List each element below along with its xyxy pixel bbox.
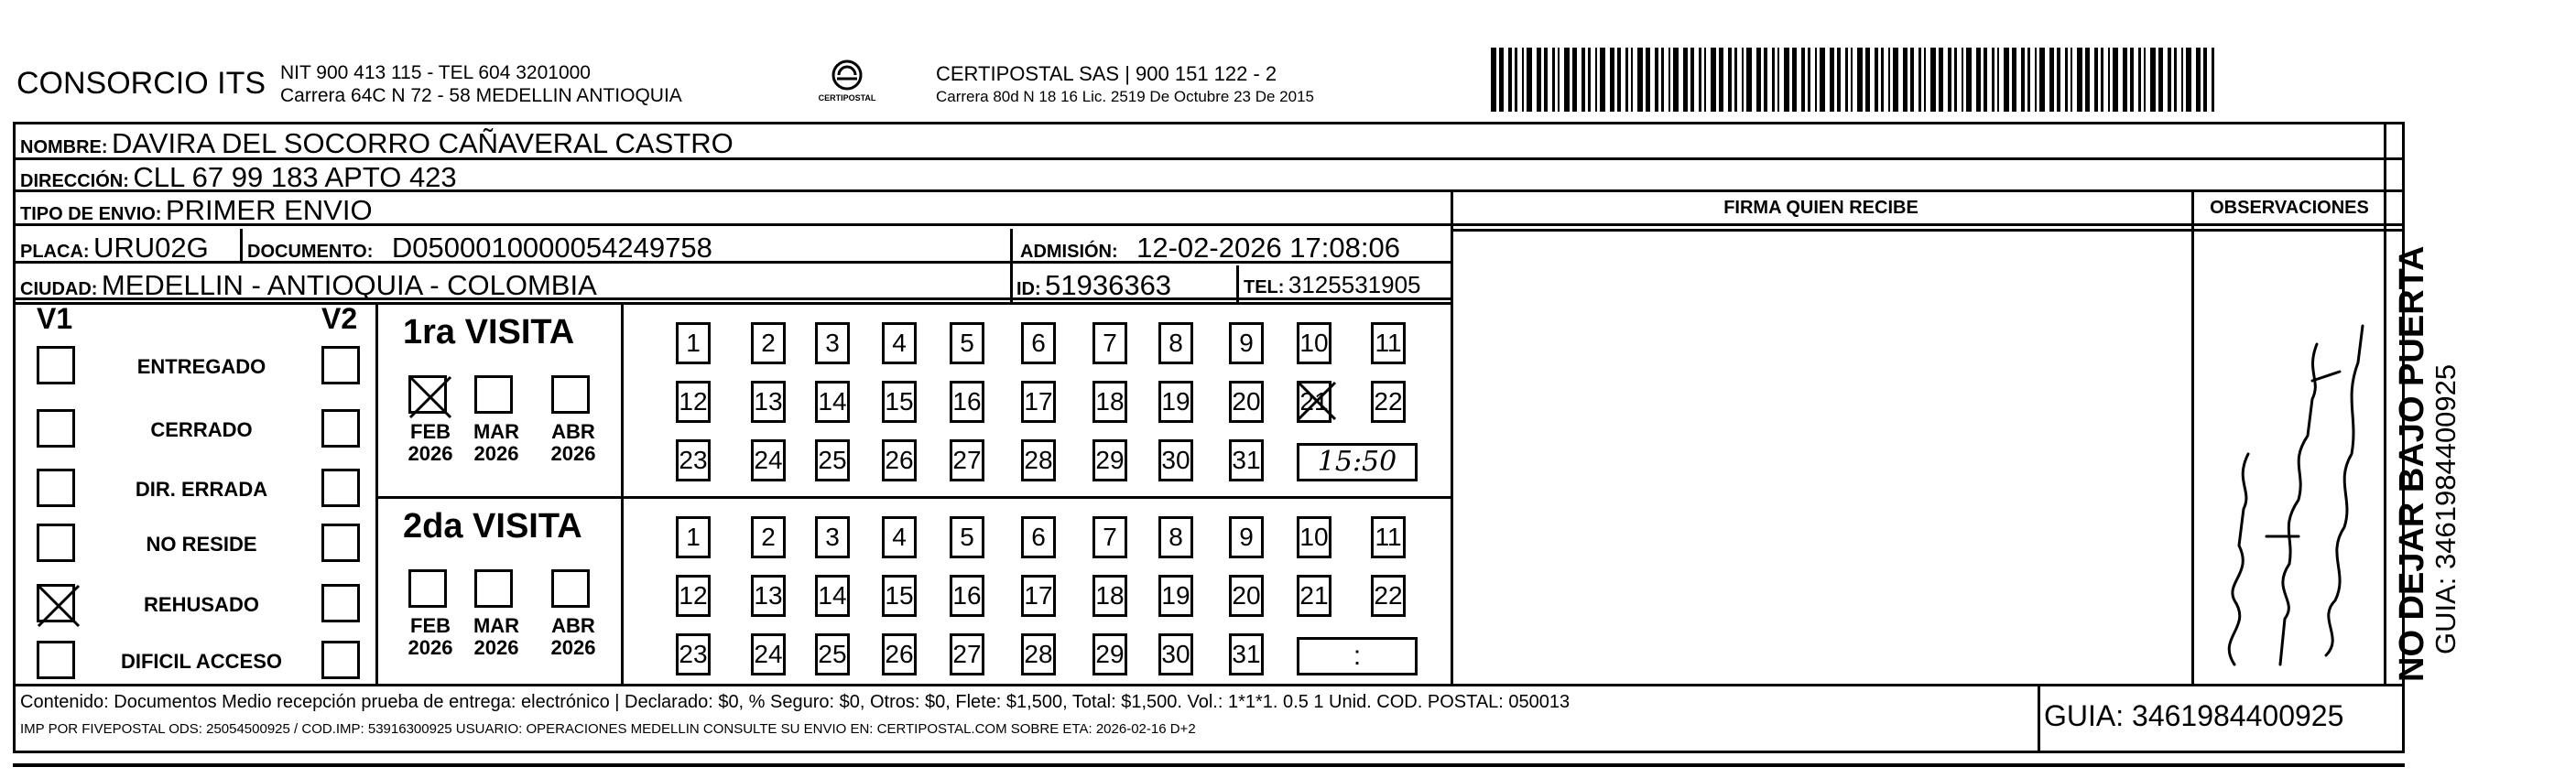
tel-label: TEL: — [1244, 277, 1285, 297]
check-x-mark — [1297, 381, 1337, 421]
admision-value: 12-02-2026 17:08:06 — [1136, 232, 1400, 264]
v2-checkbox-dir-errada[interactable] — [321, 469, 360, 507]
day-box-2[interactable]: 2 — [751, 516, 786, 558]
day-box-25[interactable]: 25 — [815, 633, 850, 675]
day-box-31[interactable]: 31 — [1229, 439, 1264, 481]
day-box-17[interactable]: 17 — [1021, 575, 1056, 617]
day-box-13[interactable]: 13 — [751, 575, 786, 617]
day-box-24[interactable]: 24 — [751, 633, 786, 675]
v1-checkbox-no-reside[interactable] — [37, 524, 75, 562]
day-box-31[interactable]: 31 — [1229, 633, 1264, 675]
direccion-value: CLL 67 99 183 APTO 423 — [133, 161, 457, 193]
barcode — [1491, 48, 2223, 112]
company-info-line-2: Carrera 64C N 72 - 58 MEDELLIN ANTIOQUIA — [280, 85, 682, 106]
day-box-22[interactable]: 22 — [1371, 575, 1406, 617]
placa-row — [20, 232, 209, 265]
day-box-17[interactable]: 17 — [1021, 381, 1056, 423]
day-box-14[interactable]: 14 — [815, 575, 850, 617]
day-box-10[interactable]: 10 — [1297, 322, 1331, 364]
id-row — [1016, 269, 1171, 302]
day-box-21[interactable]: 21 — [1297, 575, 1331, 617]
status-label: CERRADO — [150, 418, 253, 441]
v2-header: V2 — [321, 302, 358, 335]
day-box-5[interactable]: 5 — [950, 322, 984, 364]
month-label: FEB 2026 — [408, 614, 453, 659]
v2-checkbox-entregado[interactable] — [321, 346, 360, 384]
ciudad-label: CIUDAD: — [20, 279, 98, 299]
day-box-6[interactable]: 6 — [1021, 322, 1056, 364]
day-box-11[interactable]: 11 — [1371, 516, 1406, 558]
day-box-15[interactable]: 15 — [882, 575, 917, 617]
status-label: DIFICIL ACCESO — [120, 650, 282, 673]
month-label: FEB 2026 — [408, 420, 453, 465]
status-label: NO RESIDE — [146, 533, 257, 556]
month-checkbox-mar[interactable] — [474, 375, 513, 414]
day-box-22[interactable]: 22 — [1371, 381, 1406, 423]
logo-text: CERTIPOSTAL — [818, 93, 876, 103]
visit-title: 1ra VISITA — [403, 313, 575, 351]
documento-label: DOCUMENTO: — [247, 242, 374, 262]
day-box-9[interactable]: 9 — [1229, 322, 1264, 364]
day-box-28[interactable]: 28 — [1021, 439, 1056, 481]
signature-area[interactable] — [1456, 234, 2189, 683]
visit-title: 2da VISITA — [403, 507, 582, 546]
day-box-1[interactable]: 1 — [676, 516, 711, 558]
day-box-9[interactable]: 9 — [1229, 516, 1264, 558]
footer-print-info: IMP POR FIVEPOSTAL ODS: 25054500925 / COD.IMP: 53916300925 USUARIO: OPERACIONES MEDELLIN CONSULTE SU ENVIO EN: CERTIPOSTAL.COM SOBRE ETA: 2026-02-16 D+2 — [20, 721, 1196, 737]
placa-label: PLACA: — [20, 242, 90, 262]
month-label: MAR 2026 — [473, 614, 520, 659]
day-box-4[interactable]: 4 — [882, 516, 917, 558]
tel-row — [1244, 271, 1421, 299]
day-box-6[interactable]: 6 — [1021, 516, 1056, 558]
carrier-info-line-2: Carrera 80d N 18 16 Lic. 2519 De Octubre 23 De 2015 — [936, 88, 1314, 105]
day-box-25[interactable]: 25 — [815, 439, 850, 481]
month-checkbox-feb[interactable] — [408, 375, 447, 414]
documento-row — [247, 232, 712, 265]
check-x-mark — [408, 375, 452, 419]
day-box-29[interactable]: 29 — [1092, 633, 1127, 675]
torn-edge — [13, 763, 2405, 767]
tipo-envio-row — [20, 194, 373, 227]
company-info-line-1: NIT 900 413 115 - TEL 604 3201000 — [280, 62, 591, 83]
day-box-14[interactable]: 14 — [815, 381, 850, 423]
ciudad-value: MEDELLIN - ANTIOQUIA - COLOMBIA — [101, 269, 597, 301]
day-box-19[interactable]: 19 — [1158, 381, 1193, 423]
day-box-26[interactable]: 26 — [882, 633, 917, 675]
day-box-20[interactable]: 20 — [1229, 575, 1264, 617]
v1-checkbox-cerrado[interactable] — [37, 409, 75, 448]
v1-checkbox-dir-errada[interactable] — [37, 469, 75, 507]
v1-checkbox-rehusado[interactable] — [37, 584, 75, 622]
day-box-16[interactable]: 16 — [950, 575, 984, 617]
ciudad-row — [20, 269, 597, 302]
tel-value: 3125531905 — [1288, 271, 1421, 298]
day-box-12[interactable]: 12 — [676, 381, 711, 423]
firma-header: FIRMA QUIEN RECIBE — [1723, 198, 1918, 218]
day-box-28[interactable]: 28 — [1021, 633, 1056, 675]
day-box-27[interactable]: 27 — [950, 439, 984, 481]
tipo-envio-label: TIPO DE ENVIO: — [20, 204, 162, 224]
footer-guia: GUIA: 3461984400925 — [2044, 699, 2344, 732]
month-checkbox-feb[interactable] — [408, 569, 447, 608]
side-guia: GUIA: 3461984400925 — [2429, 363, 2462, 654]
month-label: ABR 2026 — [550, 614, 596, 659]
day-box-16[interactable]: 16 — [950, 381, 984, 423]
day-box-15[interactable]: 15 — [882, 381, 917, 423]
day-box-1[interactable]: 1 — [676, 322, 711, 364]
day-box-30[interactable]: 30 — [1158, 633, 1193, 675]
nombre-value: DAVIRA DEL SOCORRO CAÑAVERAL CASTRO — [112, 127, 734, 159]
check-x-mark — [37, 584, 81, 628]
day-box-13[interactable]: 13 — [751, 381, 786, 423]
day-box-4[interactable]: 4 — [882, 322, 917, 364]
day-box-30[interactable]: 30 — [1158, 439, 1193, 481]
day-box-26[interactable]: 26 — [882, 439, 917, 481]
day-box-3[interactable]: 3 — [815, 322, 850, 364]
day-box-23[interactable]: 23 — [676, 439, 711, 481]
day-box-19[interactable]: 19 — [1158, 575, 1193, 617]
month-label: MAR 2026 — [473, 420, 520, 465]
id-value: 51936363 — [1045, 269, 1172, 301]
v1-header: V1 — [37, 302, 73, 335]
day-box-2[interactable]: 2 — [751, 322, 786, 364]
documento-value: D0500010000054249758 — [391, 232, 712, 264]
day-box-23[interactable]: 23 — [676, 633, 711, 675]
carrier-info-line-1: CERTIPOSTAL SAS | 900 151 122 - 2 — [936, 62, 1277, 85]
v2-checkbox-cerrado[interactable] — [321, 409, 360, 448]
company-name: CONSORCIO ITS — [16, 66, 266, 101]
admision-label: ADMISIÓN: — [1020, 242, 1118, 262]
nombre-row — [20, 127, 734, 160]
day-box-8[interactable]: 8 — [1158, 516, 1193, 558]
status-label: DIR. ERRADA — [135, 478, 268, 501]
footer-contents: Contenido: Documentos Medio recepción prueba de entrega: electrónico | Declarado: $0, % Seguro: $0, Otros: $0, Flete: $1,500, Total: $1,500. Vol.: 1*1*1. 0.5 1 Unid. COD. POSTAL: 050013 — [20, 692, 1571, 712]
nombre-label: NOMBRE: — [20, 137, 108, 157]
day-box-27[interactable]: 27 — [950, 633, 984, 675]
day-box-7[interactable]: 7 — [1092, 516, 1127, 558]
month-checkbox-mar[interactable] — [474, 569, 513, 608]
day-box-5[interactable]: 5 — [950, 516, 984, 558]
day-box-12[interactable]: 12 — [676, 575, 711, 617]
month-label: ABR 2026 — [550, 420, 596, 465]
day-box-18[interactable]: 18 — [1092, 575, 1127, 617]
day-box-8[interactable]: 8 — [1158, 322, 1193, 364]
v1-checkbox-entregado[interactable] — [37, 346, 75, 384]
placa-value: URU02G — [93, 232, 209, 264]
month-checkbox-abr[interactable] — [551, 569, 590, 608]
v1-checkbox-dificil-acceso[interactable] — [37, 641, 75, 679]
v2-checkbox-dificil-acceso[interactable] — [321, 641, 360, 679]
direccion-row — [20, 161, 457, 194]
observaciones-handwriting — [2198, 234, 2381, 683]
v2-checkbox-no-reside[interactable] — [321, 524, 360, 562]
day-box-20[interactable]: 20 — [1229, 381, 1264, 423]
side-warning-line-1: NO DEJAR BAJO PUERTA — [2393, 245, 2431, 682]
day-box-11[interactable]: 11 — [1371, 322, 1406, 364]
tipo-envio-value: PRIMER ENVIO — [165, 194, 373, 226]
month-checkbox-abr[interactable] — [551, 375, 590, 414]
v2-checkbox-rehusado[interactable] — [321, 584, 360, 622]
day-box-3[interactable]: 3 — [815, 516, 850, 558]
status-label: ENTREGADO — [136, 355, 266, 378]
day-box-29[interactable]: 29 — [1092, 439, 1127, 481]
visit-time-box[interactable]: 15:50 — [1297, 443, 1418, 481]
id-label: ID: — [1016, 279, 1041, 299]
day-box-21[interactable]: 21 — [1297, 381, 1331, 423]
side-warning — [2393, 133, 2462, 682]
day-box-10[interactable]: 10 — [1297, 516, 1331, 558]
admision-row — [1020, 232, 1400, 265]
status-label: REHUSADO — [144, 593, 259, 616]
observaciones-header: OBSERVACIONES — [2210, 198, 2369, 218]
certipostal-logo — [815, 57, 879, 112]
direccion-label: DIRECCIÓN: — [20, 171, 129, 191]
visit-time-box[interactable]: : — [1297, 637, 1418, 675]
day-box-7[interactable]: 7 — [1092, 322, 1127, 364]
day-box-18[interactable]: 18 — [1092, 381, 1127, 423]
day-box-24[interactable]: 24 — [751, 439, 786, 481]
